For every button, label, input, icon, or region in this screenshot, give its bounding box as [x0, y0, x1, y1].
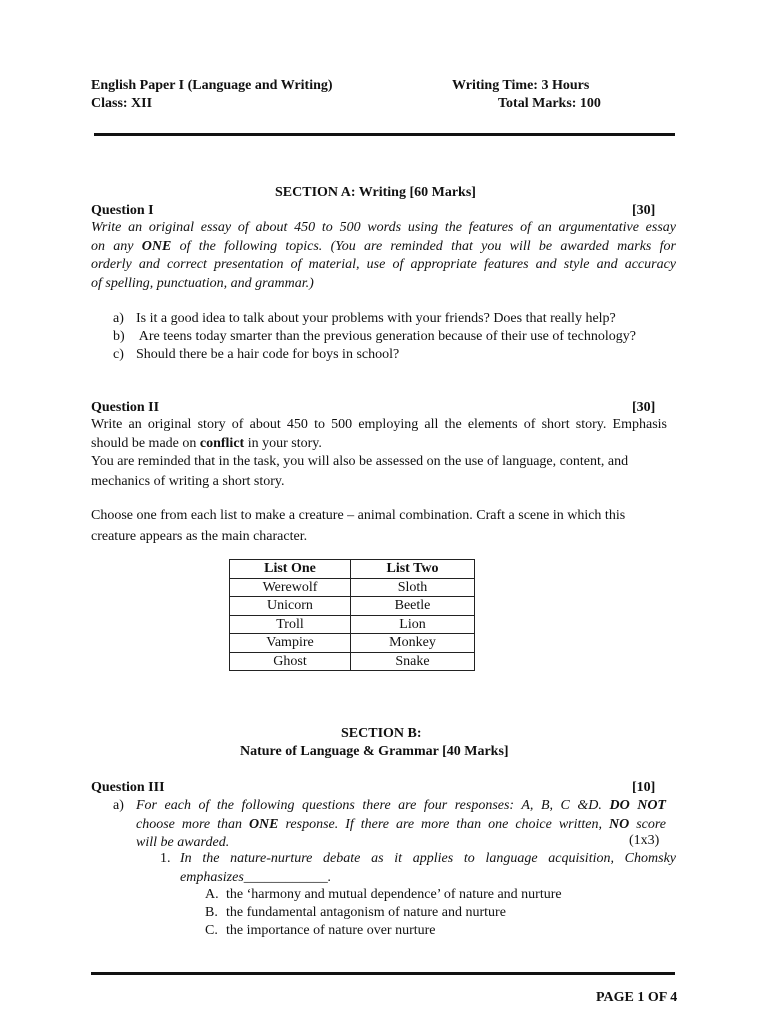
table-cell: Werewolf: [230, 578, 351, 597]
emphasis-do-not: DO NOT: [609, 798, 666, 813]
table-cell: Ghost: [230, 652, 351, 671]
question-3-marks: [10]: [632, 780, 656, 795]
item-1-line-2: emphasizes____________.: [180, 869, 332, 885]
emphasis-one-response: ONE: [248, 816, 279, 832]
section-b-title: SECTION B:: [341, 726, 422, 741]
question-2-label: Question II: [91, 400, 160, 415]
option-a-marker: A.: [205, 887, 219, 902]
option-a-text: the ‘harmony and mutual dependence’ of nature and nurture: [226, 887, 562, 902]
question-1-label: Question I: [91, 203, 154, 218]
writing-time: Writing Time: 3 Hours: [452, 78, 590, 93]
table-row: [230, 615, 475, 634]
total-marks: Total Marks: 100: [498, 96, 601, 111]
table-cell: Sloth: [351, 578, 475, 597]
emphasis-one: ONE: [141, 238, 172, 254]
q2-p2-line-2: mechanics of writing a short story.: [91, 474, 285, 489]
part-a-instructions: [136, 797, 666, 853]
q2-p3-line-2: creature appears as the main character.: [91, 529, 308, 544]
topic-a-text: Is it a good idea to talk about your problems with your friends? Does that really help?: [136, 311, 616, 326]
table-row: [230, 597, 475, 616]
table-cell: Beetle: [351, 597, 475, 616]
q2-p1-line-2: should be made on conflict in your story.: [91, 435, 322, 451]
table-header-row: [230, 560, 475, 579]
paper-title: English Paper I (Language and Writing): [91, 78, 333, 93]
option-b-text: the fundamental antagonism of nature and nurture: [226, 905, 506, 920]
item-1-line-1: In the nature-nurture debate as it applies to language acquisition, Chomsky: [180, 851, 676, 866]
question-1-marks: [30]: [632, 203, 656, 218]
part-a-line-1: For each of the following questions there are four responses: A, B, C &D. DO NOT: [136, 798, 666, 813]
part-a-score: (1x3): [629, 833, 660, 848]
table-header-list-two: List Two: [351, 560, 475, 579]
question-3-label: Question III: [91, 780, 165, 795]
table-cell: Troll: [230, 615, 351, 634]
footer-divider: [91, 972, 675, 975]
topic-a-marker: a): [113, 311, 124, 326]
option-c-marker: C.: [205, 923, 218, 938]
q2-p3-line-1: Choose one from each list to make a creature – animal combination. Craft a scene in which this: [91, 508, 626, 523]
item-1-question: [180, 850, 676, 887]
item-1-marker: 1.: [160, 851, 171, 866]
page-number: PAGE 1 OF 4: [596, 990, 678, 1005]
section-a-title: SECTION A: Writing [60 Marks]: [275, 185, 476, 200]
topic-c-text: Should there be a hair code for boys in school?: [136, 347, 400, 362]
table-cell: Monkey: [351, 634, 475, 653]
creature-lists-table: [229, 559, 475, 671]
table-header-list-one: List One: [230, 560, 351, 579]
table-cell: Vampire: [230, 634, 351, 653]
part-a-line-3: will be awarded.: [136, 835, 230, 850]
table-row: [230, 634, 475, 653]
header-divider: [94, 133, 675, 136]
q2-p2-line-1: You are reminded that in the task, you will also be assessed on the use of language, content, and: [91, 454, 629, 469]
emphasis-no: NO: [608, 816, 630, 832]
question-2-paragraph-1: [91, 416, 667, 453]
q1-instr-line-2: on any ONE of the following topics. (You are reminded that you will be awarded marks for: [91, 238, 676, 254]
table-row: [230, 652, 475, 671]
topic-b-text: Are teens today smarter than the previous generation because of their use of technology?: [136, 329, 636, 344]
topic-c-marker: c): [113, 347, 124, 362]
q1-instr-line-3: orderly and correct presentation of material, use of appropriate features and style and accuracy: [91, 257, 676, 272]
class-label: Class: XII: [91, 96, 153, 111]
table-cell: Snake: [351, 652, 475, 671]
q1-instr-line-4: of spelling, punctuation, and grammar.): [91, 275, 314, 291]
option-c-text: the importance of nature over nurture: [226, 923, 436, 938]
emphasis-conflict: conflict: [199, 435, 245, 451]
q2-p1-line-1: Write an original story of about 450 to 500 employing all the elements of short story. Emphasis: [91, 417, 667, 432]
option-b-marker: B.: [205, 905, 218, 920]
part-a-line-2: choose more than ONE response. If there are more than one choice written, NO score: [136, 816, 666, 832]
question-2-marks: [30]: [632, 400, 656, 415]
section-b-subtitle: Nature of Language & Grammar [40 Marks]: [240, 744, 509, 759]
q1-instr-line-1: Write an original essay of about 450 to 500 words using the features of an argumentative essay: [91, 220, 676, 235]
part-a-marker: a): [113, 798, 124, 813]
topic-b-marker: b): [113, 329, 125, 344]
table-row: [230, 578, 475, 597]
table-cell: Unicorn: [230, 597, 351, 616]
question-1-instructions: [91, 219, 676, 293]
table-cell: Lion: [351, 615, 475, 634]
